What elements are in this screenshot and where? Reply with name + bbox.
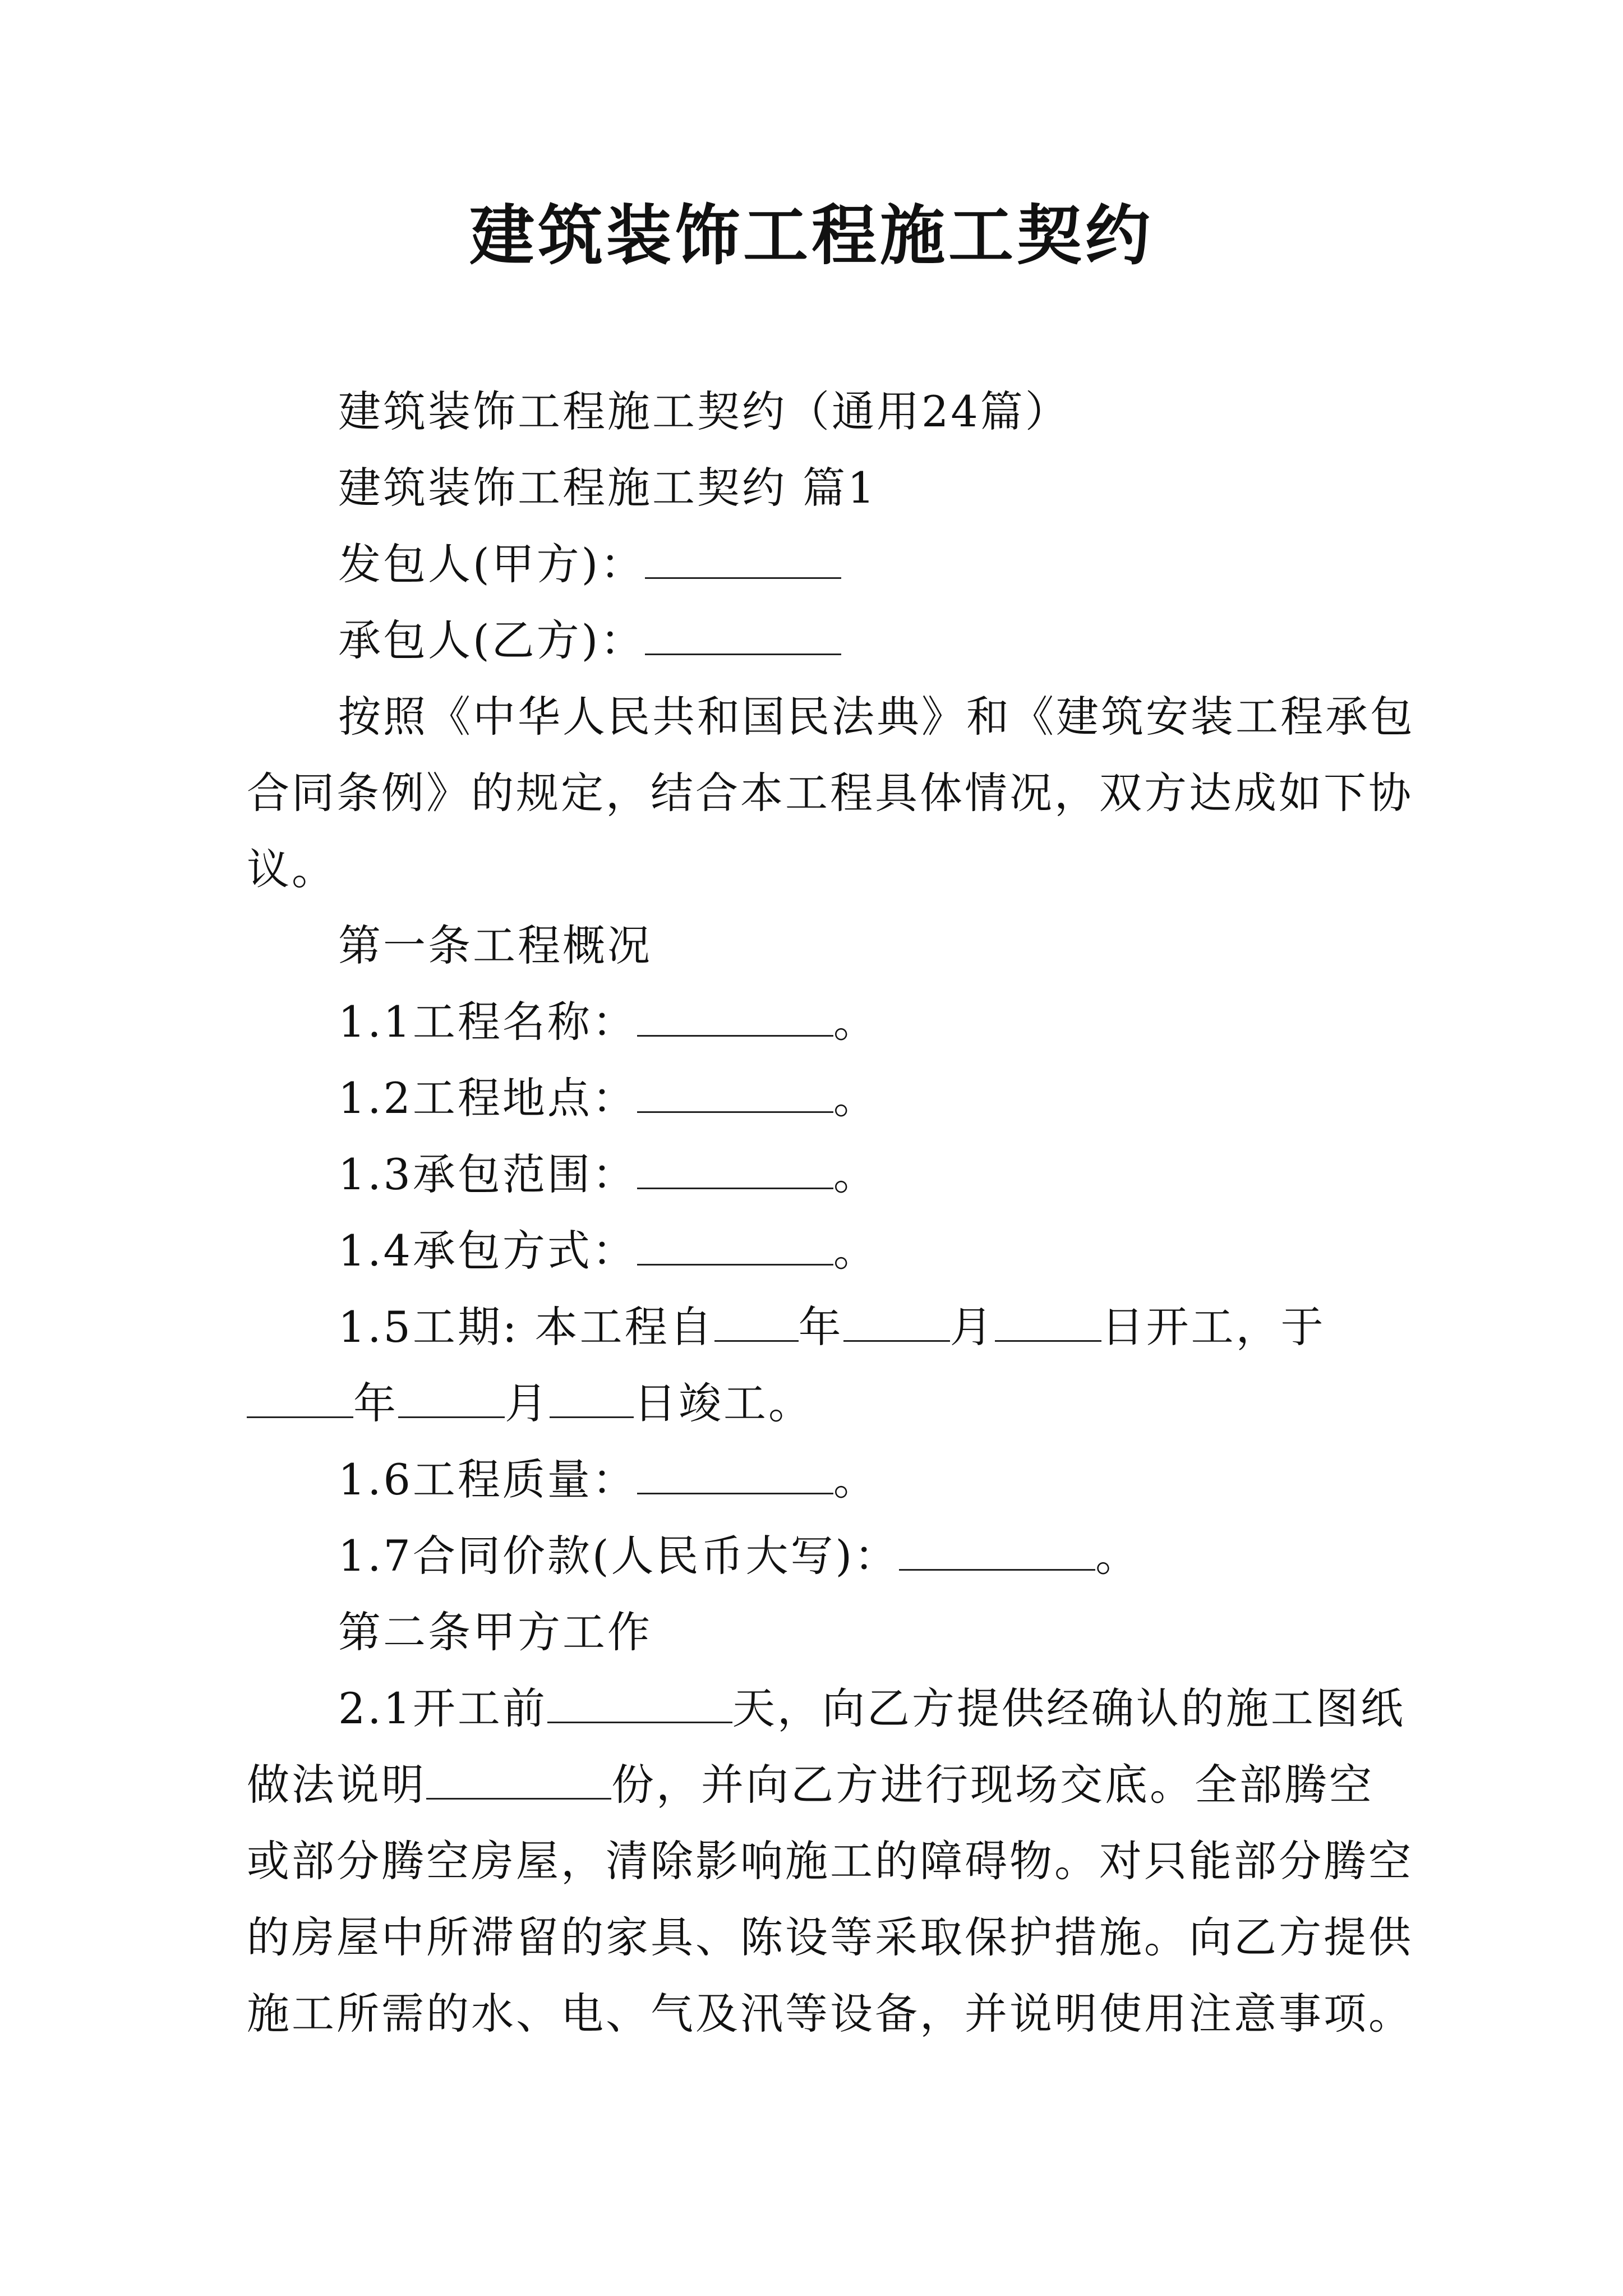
party-b-blank: [645, 619, 841, 655]
days-blank: [547, 1687, 732, 1723]
item-2-1-line2-start: 做法说明: [247, 1760, 426, 1810]
item-1-2-blank: [637, 1076, 833, 1113]
item-2-1-line-3: 或部分腾空房屋，清除影响施工的障碍物。对只能部分腾空: [247, 1836, 1413, 1886]
year-label: 年: [353, 1378, 398, 1428]
month-label: 月: [505, 1378, 550, 1428]
item-2-1-line-5: 施工所需的水、电、气及汛等设备，并说明使用注意事项。: [247, 1989, 1413, 2039]
document-title: 建筑装饰工程施工契约: [469, 197, 1154, 274]
item-2-1-days-text: 天，向乙方提供经确认的施工图纸: [732, 1683, 1405, 1733]
item-2-1-line-1: [338, 1681, 1405, 1737]
party-a-blank: [645, 542, 841, 579]
item-1-1-blank: [637, 1000, 833, 1037]
item-2-1-start: 2.1开工前: [338, 1683, 547, 1733]
item-1-1: [338, 994, 878, 1050]
item-1-6-label: 1.6工程质量：: [338, 1455, 637, 1504]
intro-line-2: 合同条例》的规定，结合本工程具体情况，双方达成如下协: [247, 768, 1413, 818]
day-end-label: 日竣工。: [634, 1378, 813, 1428]
party-b-line: [338, 613, 841, 669]
end-year-blank: [247, 1382, 353, 1418]
start-year-blank: [714, 1305, 799, 1342]
period: 。: [833, 1149, 878, 1199]
item-1-7-blank: [899, 1534, 1095, 1571]
item-1-7: [338, 1528, 1140, 1584]
period: 。: [833, 997, 878, 1047]
period: 。: [1095, 1531, 1141, 1581]
item-1-3-blank: [637, 1153, 833, 1189]
item-1-2: [338, 1070, 878, 1126]
article-2-heading: 第二条甲方工作: [338, 1607, 652, 1657]
item-1-3: [338, 1147, 878, 1203]
end-month-blank: [398, 1382, 505, 1418]
item-1-4-blank: [637, 1229, 833, 1266]
item-1-2-label: 1.2工程地点：: [338, 1073, 637, 1123]
period: 。: [833, 1073, 878, 1123]
item-2-1-line-2: [247, 1757, 1374, 1813]
item-1-4: [338, 1223, 878, 1279]
item-1-5-start: 1.5工期: 本工程自: [338, 1302, 714, 1352]
period: 。: [833, 1455, 878, 1504]
item-1-3-label: 1.3承包范围：: [338, 1149, 637, 1199]
item-1-6: [338, 1452, 878, 1508]
day-start-label: 日开工，于: [1101, 1302, 1326, 1352]
month-label: 月: [949, 1302, 995, 1352]
intro-line-1: 按照《中华人民共和国民法典》和《建筑安装工程承包: [338, 692, 1415, 742]
item-2-1-line-4: 的房屋中所滞留的家具、陈设等采取保护措施。向乙方提供: [247, 1912, 1413, 1962]
intro-line-3: 议。: [247, 844, 336, 894]
item-2-1-line2-end: 份，并向乙方进行现场交底。全部腾空: [611, 1760, 1374, 1810]
item-1-6-blank: [637, 1458, 833, 1494]
subtitle: 建筑装饰工程施工契约（通用24篇）: [338, 386, 1070, 436]
item-1-5-line-2: [247, 1375, 813, 1432]
item-1-1-label: 1.1工程名称：: [338, 997, 637, 1047]
end-day-blank: [550, 1382, 634, 1418]
item-1-4-label: 1.4承包方式：: [338, 1226, 637, 1276]
party-a-label: 发包人(甲方)：: [338, 539, 645, 589]
part-heading: 建筑装饰工程施工契约 篇1: [338, 463, 877, 513]
article-1-heading: 第一条工程概况: [338, 921, 652, 970]
start-day-blank: [995, 1305, 1101, 1342]
party-a-line: [338, 536, 841, 592]
item-1-7-label: 1.7合同价款(人民币大写)：: [338, 1531, 900, 1581]
item-1-5-line-1: [338, 1299, 1326, 1355]
period: 。: [833, 1226, 878, 1276]
year-label: 年: [798, 1302, 843, 1352]
copies-blank: [426, 1763, 611, 1800]
start-month-blank: [843, 1305, 950, 1342]
party-b-label: 承包人(乙方)：: [338, 615, 645, 665]
